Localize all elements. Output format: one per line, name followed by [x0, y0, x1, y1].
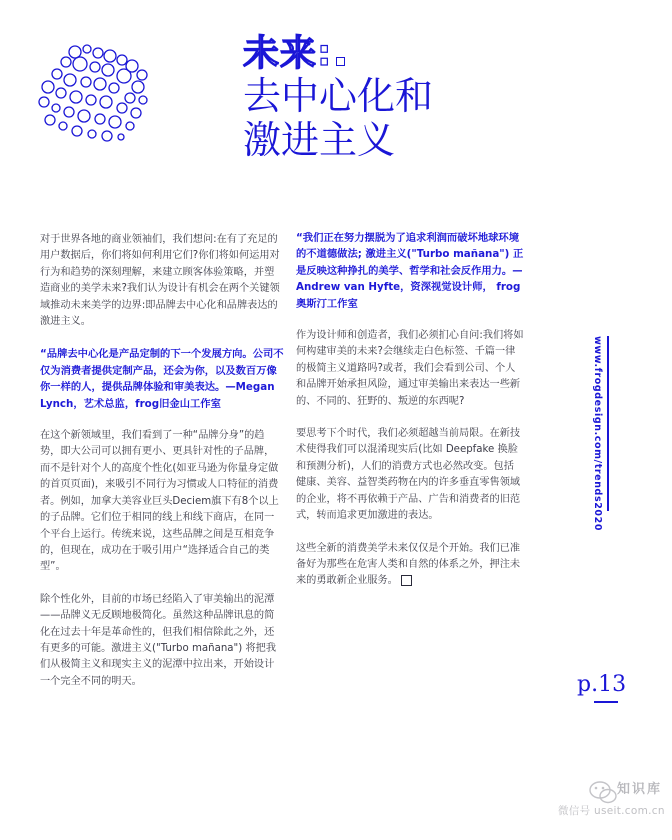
page-number: p.13 [577, 672, 627, 697]
sidebar-url: www.frogdesign.com/trends2020 [592, 336, 603, 532]
title-line-1: 未来: [243, 36, 433, 72]
pull-quote-lynch: “品牌去中心化是产品定制的下一个发展方向。公司不仅为消费者提供定制产品，还会为你，以及数百万像你一样的人，提供品牌体验和审美表达。—Megan Lynch，艺术总监，frog旧金山工作室 [40, 348, 284, 410]
article-title [243, 33, 434, 162]
pull-quote-van-hyfte: “我们正在努力摆脱为了追求利润而破坏地球环境的不道德做法; 激进主义("Turbo mañana") 正是反映这种挣扎的美学、哲学和社会反作用力。—Andrew van Hyfte，资深视觉设计师， frog 奥斯汀工作室 [296, 232, 524, 310]
sidebar-divider [607, 336, 609, 511]
body-paragraph: 要思考下个时代，我们必须超越当前局限。在新技术使得我们可以混淆现实后(比如 Deepfake 换脸和预测分析)，人们的消费方式也必然改变。包括健康、美容、益智类药物在内的许多垂直零售领域的企业，将不再依赖于产品、广告和消费者的旧范式，转而追求更加激进的表达。 [296, 428, 521, 522]
watermark-account: 微信号 useit.com.cn [558, 805, 665, 817]
watermark-name: 知识库 [617, 782, 663, 797]
left-column [40, 232, 284, 706]
body-paragraph: 在这个新领域里，我们看到了一种“品牌分身”的趋势，即大公司可以拥有更小、更具针对性的子品牌，而不是针对个人的高度个性化(如亚马逊为你量身定做的首页页面)，来吸引不同行为习惯或人口特征的消费者。例如，加拿大美容业巨头Deciem旗下有8个以上的子品牌。它们位于相同的线上和线下商店，在同一个平台上运行。传统来说，这些品牌之间是互相竞争的，但现在，成功在于吸引用户“选择适合自己的类型”。 [40, 430, 279, 573]
closing-paragraph: 这些全新的消费美学未来仅仅是个开始。我们已准备好为那些在危害人类和自然的体系之外，押注未来的勇敢新企业服务。 [296, 542, 521, 587]
body-paragraph: 除个性化外，目前的市场已经陷入了审美输出的泥潭——品牌义无反顾地极简化。虽然这种品牌讯息的简化在过去十年是革命性的，但我们相信除此之外，还有更多的可能。激进主义("Turbo mañana") 将把我们从极简主义和现实主义的泥潭中拉出来，开始设计一个完全不同的明天。 [40, 593, 277, 687]
title-line-3: 激进主义 [243, 118, 396, 162]
page-number-underline [594, 701, 618, 703]
end-mark-icon [401, 575, 412, 586]
bubble-cluster-graphic [30, 40, 155, 145]
title-line-2: 去中心化和 [243, 74, 434, 118]
intro-paragraph: 对于世界各地的商业领袖们，我们想问:在有了充足的用户数据后，你们将如何利用它们?你们将如何运用对行为和趋势的深刻理解，来建立顾客体验策略，并塑造商业的美学未来?我们认为设计有机会在两个关键领域推动未来美学的边界:即品牌去中心化和品牌表达的激进主义。 [40, 234, 280, 328]
body-paragraph: 作为设计师和创造者，我们必须扪心自问:我们将如何构建审美的未来?会继续走白色标签、千篇一律的极简主义道路吗?或者，我们会看到公司、个人和品牌开始承担风险，通过审美输出来表达一些新的、不同的、狂野的、叛逆的东西呢? [296, 330, 524, 407]
right-column [296, 230, 524, 606]
